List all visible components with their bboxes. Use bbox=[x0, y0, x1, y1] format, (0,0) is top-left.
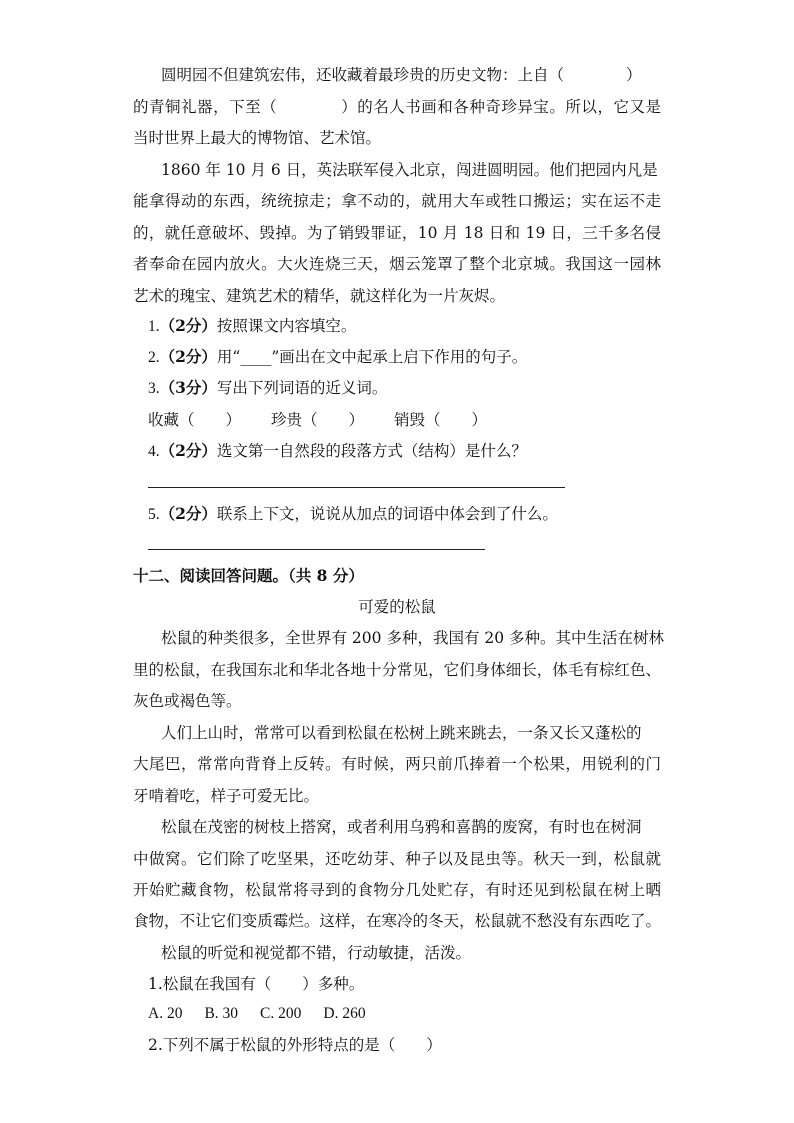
question-4: 4.（2分）选文第一自然段的段落方式（结构）是什么？ bbox=[148, 441, 527, 460]
passage2-line-7: 松鼠在茂密的树枝上搭窝，或者利用乌鸦和喜鹊的废窝，有时也在树洞 bbox=[161, 818, 642, 836]
question-2: 2.（2分）用“____”画出在文中起承上启下作用的句子。 bbox=[148, 347, 528, 366]
q1-options bbox=[148, 1004, 366, 1024]
passage2-title: 可爱的松鼠 bbox=[358, 598, 436, 616]
passage2-line-2: 里的松鼠，在我国东北和华北各地十分常见，它们身体细长，体毛有棕红色、 bbox=[133, 661, 661, 679]
passage2-line-3: 灰色或褐色等。 bbox=[133, 692, 242, 710]
passage1-line-3: 当时世界上最大的博物馆、艺术馆。 bbox=[133, 129, 382, 147]
option-a[interactable]: A. 20 bbox=[148, 1005, 183, 1022]
passage1-line-6: 的，就任意破坏、毁掉。为了销毁罪证，10 月 18 日和 19 日，三千多名侵 bbox=[133, 224, 661, 242]
question-3: 3.（3分）写出下列词语的近义词。 bbox=[148, 378, 388, 397]
passage2-line-8: 中做窝。它们除了吃坚果，还吃幼芽、种子以及昆虫等。秋天一到，松鼠就 bbox=[133, 850, 661, 868]
passage1-line-5: 能拿得动的东西，统统掠走；拿不动的，就用大车或牲口搬运；实在运不走 bbox=[133, 192, 661, 210]
passage1-line-4: 1860 年 10 月 6 日，英法联军侵入北京，闯进圆明园。他们把园内凡是 bbox=[161, 161, 658, 179]
passage1-line-1: 圆明园不但建筑宏伟，还收藏着最珍贵的历史文物：上自（ ） bbox=[161, 66, 642, 84]
passage2-line-10: 食物，不让它们变质霉烂。这样，在寒冷的冬天，松鼠就不愁没有东西吃了。 bbox=[133, 912, 661, 930]
section12-question-1: 1.松鼠在我国有（ ）多种。 bbox=[148, 975, 365, 993]
synonym-word-3: 销毁（ ） bbox=[394, 411, 488, 429]
passage1-line-7: 者奉命在园内放火。大火连烧三天，烟云笼罩了整个北京城。我国这一园林 bbox=[133, 255, 661, 273]
answer-line-q4[interactable] bbox=[148, 487, 565, 488]
option-d[interactable]: D. 260 bbox=[323, 1005, 366, 1022]
passage2-line-5: 大尾巴，常常向背脊上反转。有时候，两只前爪捧着一个松果，用锐利的门 bbox=[133, 755, 661, 773]
answer-line-q5[interactable] bbox=[148, 549, 485, 550]
passage1-line-8: 艺术的瑰宝、建筑艺术的精华，就这样化为一片灰烬。 bbox=[133, 287, 506, 305]
section-12-heading: 十二、阅读回答问题。（共 8 分） bbox=[133, 566, 364, 585]
synonym-row bbox=[148, 410, 487, 430]
passage2-line-9: 开始贮藏食物，松鼠常将寻到的食物分几处贮存，有时还见到松鼠在树上晒 bbox=[133, 881, 661, 899]
passage1-line-2: 的青铜礼器，下至（ ）的名人书画和各种奇珍异宝。所以，它又是 bbox=[133, 98, 661, 116]
synonym-word-2: 珍贵（ ） bbox=[271, 411, 365, 429]
section12-question-2: 2.下列不属于松鼠的外形特点的是（ ） bbox=[148, 1036, 442, 1054]
passage2-line-11: 松鼠的听觉和视觉都不错，行动敏捷，活泼。 bbox=[161, 944, 472, 962]
question-1: 1.（2分）按照课文内容填空。 bbox=[148, 316, 357, 335]
passage2-line-4: 人们上山时，常常可以看到松鼠在松树上跳来跳去，一条又长又蓬松的 bbox=[161, 724, 642, 742]
option-b[interactable]: B. 30 bbox=[204, 1005, 239, 1022]
question-5: 5.（2分）联系上下文，说说从加点的词语中体会到了什么。 bbox=[148, 504, 558, 523]
option-c[interactable]: C. 200 bbox=[260, 1005, 302, 1022]
synonym-word-1: 收藏（ ） bbox=[148, 411, 242, 429]
passage2-line-1: 松鼠的种类很多，全世界有 200 多种，我国有 20 多种。其中生活在树林 bbox=[161, 629, 665, 647]
passage2-line-6: 牙啃着吃，样子可爱无比。 bbox=[133, 787, 320, 805]
